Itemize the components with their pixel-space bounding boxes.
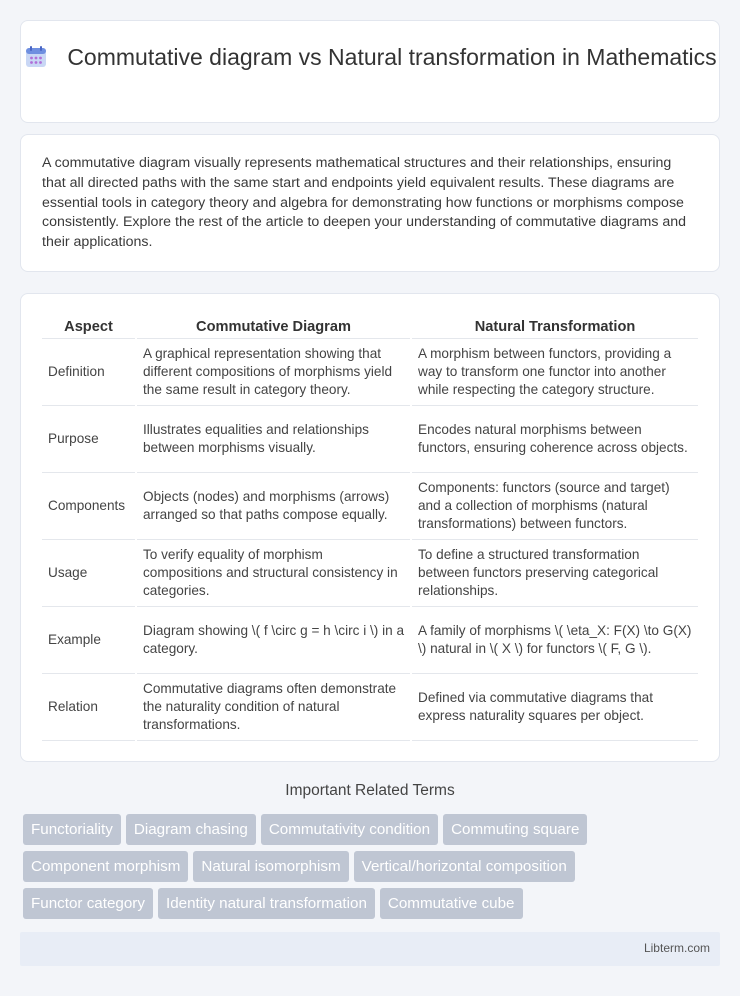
header-aspect: Aspect	[42, 316, 136, 338]
tag-vertical-horizontal-composition[interactable]: Vertical/horizontal composition	[354, 851, 575, 882]
row-aspect: Definition	[42, 338, 136, 405]
related-terms-tags	[23, 814, 723, 925]
table-row	[42, 338, 698, 405]
page-title: Commutative diagram vs Natural transformation in Mathematics	[67, 44, 717, 70]
tag-commutativity-condition[interactable]: Commutativity condition	[261, 814, 438, 845]
footer	[20, 932, 720, 966]
intro-text: A commutative diagram visually represents mathematical structures and their relationships, ensuring that all directed paths with the same start and endpoints yield equivalent results. These diagrams are essential tools in category theory and algebra for demonstrating how functions or morphisms compose consistently. Explore the rest of the article to deepen your understanding of commutative diagrams and their applications.	[42, 155, 687, 251]
table-row	[42, 606, 698, 673]
tag-functor-category[interactable]: Functor category	[23, 888, 153, 919]
row-natural-transformation: Encodes natural morphisms between functors, ensuring coherence across objects.	[411, 405, 698, 472]
tag-commutative-cube[interactable]: Commutative cube	[380, 888, 523, 919]
row-aspect: Example	[42, 606, 136, 673]
row-commutative-diagram: Illustrates equalities and relationships between morphisms visually.	[136, 405, 411, 472]
row-commutative-diagram: Commutative diagrams often demonstrate the naturality condition of natural transformations.	[136, 673, 411, 740]
row-aspect: Components	[42, 472, 136, 539]
row-commutative-diagram: A graphical representation showing that different compositions of morphisms yield the same result in category theory.	[136, 338, 411, 405]
table-row	[42, 472, 698, 539]
row-natural-transformation: A morphism between functors, providing a way to transform one functor into another while respecting the category structure.	[411, 338, 698, 405]
row-commutative-diagram: Diagram showing \( f \circ g = h \circ i \) in a category.	[136, 606, 411, 673]
intro-card	[20, 134, 720, 272]
row-natural-transformation: To define a structured transformation between functors preserving categorical relationships.	[411, 539, 698, 606]
footer-site-link[interactable]: Libterm.com	[643, 941, 710, 955]
row-natural-transformation: A family of morphisms \( \eta_X: F(X) \to G(X) \) natural in \( X \) for functors \( F, G \).	[411, 606, 698, 673]
tag-natural-isomorphism[interactable]: Natural isomorphism	[193, 851, 348, 882]
comparison-table	[42, 316, 698, 741]
row-commutative-diagram: Objects (nodes) and morphisms (arrows) arranged so that paths compose equally.	[136, 472, 411, 539]
tag-functoriality[interactable]: Functoriality	[23, 814, 121, 845]
tag-row	[23, 851, 723, 888]
table-row	[42, 673, 698, 740]
tag-component-morphism[interactable]: Component morphism	[23, 851, 188, 882]
calendar-icon	[23, 44, 49, 70]
row-commutative-diagram: To verify equality of morphism compositions and structural consistency in categories.	[136, 539, 411, 606]
tag-commuting-square[interactable]: Commuting square	[443, 814, 587, 845]
tag-diagram-chasing[interactable]: Diagram chasing	[126, 814, 256, 845]
page-title-block	[21, 43, 719, 72]
row-natural-transformation: Components: functors (source and target) and a collection of morphisms (natural transformations) between functors.	[411, 472, 698, 539]
tag-row	[23, 888, 723, 925]
table-row	[42, 539, 698, 606]
tag-identity-natural-transformation[interactable]: Identity natural transformation	[158, 888, 375, 919]
header-natural-transformation: Natural Transformation	[411, 316, 698, 338]
row-aspect: Relation	[42, 673, 136, 740]
title-card	[20, 20, 720, 123]
table-header-row	[42, 316, 698, 338]
row-aspect: Usage	[42, 539, 136, 606]
row-natural-transformation: Defined via commutative diagrams that express naturality squares per object.	[411, 673, 698, 740]
related-terms-title: Important Related Terms	[285, 782, 455, 799]
row-aspect: Purpose	[42, 405, 136, 472]
table-row	[42, 405, 698, 472]
header-commutative-diagram: Commutative Diagram	[136, 316, 411, 338]
comparison-table-card	[20, 293, 720, 762]
tag-row	[23, 814, 723, 851]
